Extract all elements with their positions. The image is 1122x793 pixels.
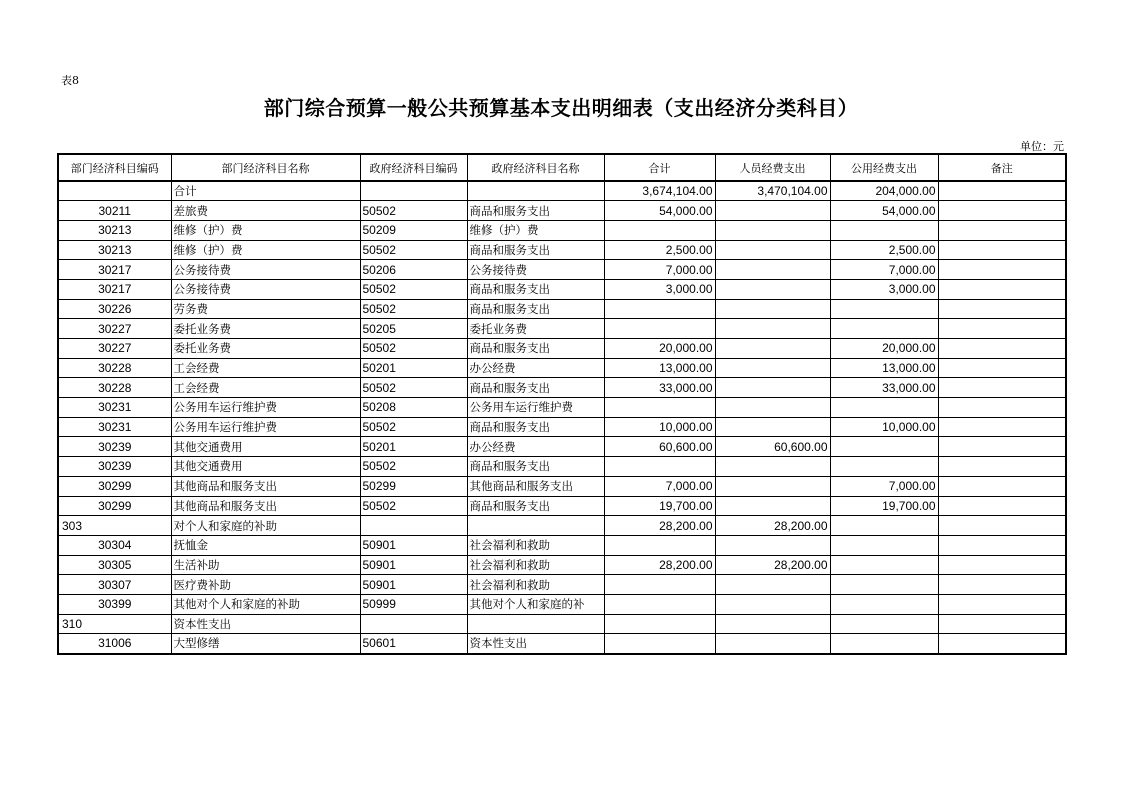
table-row (58, 496, 1066, 516)
note-cell (938, 378, 1066, 398)
col-header-gov-name: 政府经济科目名称 (467, 154, 604, 181)
dept-code-cell: 30217 (58, 260, 171, 280)
total-cell: 19,700.00 (604, 496, 715, 516)
gov-code-cell: 50206 (360, 260, 467, 280)
total-cell (604, 319, 715, 339)
gov-name-cell: 社会福利和救助 (467, 575, 604, 595)
total-cell (604, 398, 715, 418)
gov-name-cell: 商品和服务支出 (467, 201, 604, 221)
public-cell: 19,700.00 (830, 496, 938, 516)
personnel-cell (715, 319, 830, 339)
table-row (58, 417, 1066, 437)
total-cell: 2,500.00 (604, 240, 715, 260)
personnel-cell (715, 594, 830, 614)
public-cell (830, 319, 938, 339)
table-row (58, 634, 1066, 654)
gov-code-cell: 50502 (360, 417, 467, 437)
dept-code-cell: 30299 (58, 496, 171, 516)
total-cell: 7,000.00 (604, 476, 715, 496)
public-cell: 7,000.00 (830, 476, 938, 496)
gov-code-cell: 50502 (360, 299, 467, 319)
gov-name-cell: 办公经费 (467, 358, 604, 378)
table-row (58, 279, 1066, 299)
personnel-cell (715, 476, 830, 496)
note-cell (938, 240, 1066, 260)
note-cell (938, 634, 1066, 654)
public-cell (830, 516, 938, 536)
table-row (58, 476, 1066, 496)
dept-code-cell: 30231 (58, 398, 171, 418)
note-cell (938, 181, 1066, 201)
note-cell (938, 575, 1066, 595)
table-row (58, 299, 1066, 319)
dept-name-cell: 公务用车运行维护费 (171, 398, 360, 418)
gov-code-cell (360, 516, 467, 536)
gov-code-cell (360, 614, 467, 634)
gov-code-cell: 50502 (360, 457, 467, 477)
gov-code-cell: 50502 (360, 201, 467, 221)
dept-name-cell: 劳务费 (171, 299, 360, 319)
gov-code-cell: 50502 (360, 279, 467, 299)
table-row (58, 181, 1066, 201)
page-title: 部门综合预算一般公共预算基本支出明细表（支出经济分类科目） (263, 96, 859, 120)
gov-name-cell: 委托业务费 (467, 319, 604, 339)
dept-name-cell: 其他商品和服务支出 (171, 476, 360, 496)
gov-name-cell: 商品和服务支出 (467, 496, 604, 516)
public-cell (830, 555, 938, 575)
total-cell: 13,000.00 (604, 358, 715, 378)
total-cell: 28,200.00 (604, 555, 715, 575)
dept-code-cell: 30231 (58, 417, 171, 437)
dept-name-cell: 维修（护）费 (171, 240, 360, 260)
dept-code-cell: 30399 (58, 594, 171, 614)
gov-code-cell: 50901 (360, 575, 467, 595)
personnel-cell: 28,200.00 (715, 555, 830, 575)
gov-name-cell: 其他商品和服务支出 (467, 476, 604, 496)
gov-code-cell: 50299 (360, 476, 467, 496)
public-cell (830, 535, 938, 555)
personnel-cell (715, 575, 830, 595)
dept-code-cell: 30227 (58, 339, 171, 359)
total-cell (604, 220, 715, 240)
public-cell (830, 299, 938, 319)
note-cell (938, 476, 1066, 496)
col-header-personnel: 人员经费支出 (715, 154, 830, 181)
total-cell: 33,000.00 (604, 378, 715, 398)
note-cell (938, 398, 1066, 418)
dept-name-cell: 其他交通费用 (171, 457, 360, 477)
public-cell: 204,000.00 (830, 181, 938, 201)
dept-code-cell: 30304 (58, 535, 171, 555)
dept-code-cell: 30213 (58, 240, 171, 260)
total-cell: 3,674,104.00 (604, 181, 715, 201)
dept-code-cell: 30228 (58, 358, 171, 378)
gov-name-cell: 社会福利和救助 (467, 555, 604, 575)
dept-name-cell: 资本性支出 (171, 614, 360, 634)
gov-name-cell: 商品和服务支出 (467, 240, 604, 260)
total-cell: 54,000.00 (604, 201, 715, 221)
table-row (58, 358, 1066, 378)
public-cell (830, 614, 938, 634)
gov-name-cell: 其他对个人和家庭的补 (467, 594, 604, 614)
table-row (58, 516, 1066, 536)
personnel-cell (715, 398, 830, 418)
total-cell: 7,000.00 (604, 260, 715, 280)
dept-code-cell: 30307 (58, 575, 171, 595)
dept-name-cell: 工会经费 (171, 378, 360, 398)
gov-code-cell: 50502 (360, 240, 467, 260)
note-cell (938, 260, 1066, 280)
dept-name-cell: 合计 (171, 181, 360, 201)
note-cell (938, 358, 1066, 378)
gov-code-cell: 50502 (360, 496, 467, 516)
table-number-label: 表8 (61, 74, 79, 87)
public-cell: 3,000.00 (830, 279, 938, 299)
total-cell (604, 575, 715, 595)
note-cell (938, 437, 1066, 457)
total-cell (604, 535, 715, 555)
dept-name-cell: 其他商品和服务支出 (171, 496, 360, 516)
total-cell: 10,000.00 (604, 417, 715, 437)
table-row (58, 555, 1066, 575)
total-cell (604, 614, 715, 634)
personnel-cell (715, 634, 830, 654)
personnel-cell (715, 260, 830, 280)
note-cell (938, 201, 1066, 221)
header-row (58, 154, 1066, 181)
total-cell (604, 299, 715, 319)
gov-code-cell: 50201 (360, 358, 467, 378)
personnel-cell (715, 496, 830, 516)
dept-code-cell: 30217 (58, 279, 171, 299)
gov-code-cell: 50601 (360, 634, 467, 654)
table-row (58, 457, 1066, 477)
dept-code-cell: 30227 (58, 319, 171, 339)
note-cell (938, 299, 1066, 319)
table-row (58, 378, 1066, 398)
dept-name-cell: 其他交通费用 (171, 437, 360, 457)
public-cell (830, 398, 938, 418)
col-header-note: 备注 (938, 154, 1066, 181)
note-cell (938, 279, 1066, 299)
public-cell: 54,000.00 (830, 201, 938, 221)
public-cell (830, 594, 938, 614)
dept-name-cell: 委托业务费 (171, 339, 360, 359)
personnel-cell (715, 220, 830, 240)
table-row (58, 535, 1066, 555)
gov-name-cell: 办公经费 (467, 437, 604, 457)
table-row (58, 319, 1066, 339)
dept-code-cell: 310 (58, 614, 171, 634)
total-cell: 60,600.00 (604, 437, 715, 457)
col-header-gov-code: 政府经济科目编码 (360, 154, 467, 181)
total-cell (604, 634, 715, 654)
gov-code-cell: 50901 (360, 535, 467, 555)
col-header-public: 公用经费支出 (830, 154, 938, 181)
dept-name-cell: 工会经费 (171, 358, 360, 378)
table-row (58, 260, 1066, 280)
public-cell: 2,500.00 (830, 240, 938, 260)
col-header-dept-code: 部门经济科目编码 (58, 154, 171, 181)
personnel-cell (715, 299, 830, 319)
gov-name-cell: 商品和服务支出 (467, 299, 604, 319)
col-header-dept-name: 部门经济科目名称 (171, 154, 360, 181)
table-row (58, 575, 1066, 595)
note-cell (938, 319, 1066, 339)
total-cell (604, 594, 715, 614)
table-row (58, 240, 1066, 260)
dept-name-cell: 维修（护）费 (171, 220, 360, 240)
dept-name-cell: 医疗费补助 (171, 575, 360, 595)
public-cell (830, 437, 938, 457)
gov-name-cell: 维修（护）费 (467, 220, 604, 240)
personnel-cell (715, 240, 830, 260)
public-cell (830, 457, 938, 477)
note-cell (938, 516, 1066, 536)
dept-code-cell: 30239 (58, 437, 171, 457)
gov-code-cell: 50502 (360, 378, 467, 398)
table-row (58, 339, 1066, 359)
note-cell (938, 417, 1066, 437)
gov-name-cell: 商品和服务支出 (467, 457, 604, 477)
dept-code-cell: 30305 (58, 555, 171, 575)
expenditure-table (57, 153, 1067, 655)
public-cell (830, 575, 938, 595)
dept-name-cell: 抚恤金 (171, 535, 360, 555)
dept-name-cell: 其他对个人和家庭的补助 (171, 594, 360, 614)
personnel-cell (715, 417, 830, 437)
gov-code-cell: 50205 (360, 319, 467, 339)
total-cell (604, 457, 715, 477)
gov-code-cell: 50502 (360, 339, 467, 359)
public-cell (830, 220, 938, 240)
table-row (58, 437, 1066, 457)
public-cell (830, 634, 938, 654)
gov-name-cell (467, 614, 604, 634)
gov-code-cell (360, 181, 467, 201)
table-row (58, 398, 1066, 418)
gov-code-cell: 50999 (360, 594, 467, 614)
personnel-cell: 28,200.00 (715, 516, 830, 536)
personnel-cell: 60,600.00 (715, 437, 830, 457)
gov-name-cell: 公务用车运行维护费 (467, 398, 604, 418)
dept-code-cell: 30226 (58, 299, 171, 319)
dept-code-cell: 30211 (58, 201, 171, 221)
note-cell (938, 220, 1066, 240)
personnel-cell: 3,470,104.00 (715, 181, 830, 201)
dept-name-cell: 公务用车运行维护费 (171, 417, 360, 437)
gov-name-cell: 公务接待费 (467, 260, 604, 280)
gov-name-cell: 商品和服务支出 (467, 339, 604, 359)
personnel-cell (715, 378, 830, 398)
gov-name-cell (467, 516, 604, 536)
gov-code-cell: 50201 (360, 437, 467, 457)
personnel-cell (715, 457, 830, 477)
public-cell: 10,000.00 (830, 417, 938, 437)
dept-name-cell: 差旅费 (171, 201, 360, 221)
gov-code-cell: 50208 (360, 398, 467, 418)
dept-code-cell: 30228 (58, 378, 171, 398)
public-cell: 7,000.00 (830, 260, 938, 280)
gov-name-cell: 资本性支出 (467, 634, 604, 654)
dept-code-cell: 31006 (58, 634, 171, 654)
personnel-cell (715, 339, 830, 359)
col-header-total: 合计 (604, 154, 715, 181)
dept-name-cell: 委托业务费 (171, 319, 360, 339)
dept-name-cell: 公务接待费 (171, 279, 360, 299)
dept-name-cell: 生活补助 (171, 555, 360, 575)
gov-name-cell: 商品和服务支出 (467, 279, 604, 299)
personnel-cell (715, 535, 830, 555)
gov-name-cell (467, 181, 604, 201)
table-row (58, 201, 1066, 221)
total-cell: 28,200.00 (604, 516, 715, 536)
unit-label: 单位：元 (1020, 140, 1064, 153)
personnel-cell (715, 358, 830, 378)
note-cell (938, 496, 1066, 516)
dept-name-cell: 对个人和家庭的补助 (171, 516, 360, 536)
dept-name-cell: 公务接待费 (171, 260, 360, 280)
dept-code-cell: 303 (58, 516, 171, 536)
dept-code-cell (58, 181, 171, 201)
gov-name-cell: 社会福利和救助 (467, 535, 604, 555)
note-cell (938, 555, 1066, 575)
dept-name-cell: 大型修缮 (171, 634, 360, 654)
dept-code-cell: 30299 (58, 476, 171, 496)
table-row (58, 614, 1066, 634)
total-cell: 3,000.00 (604, 279, 715, 299)
gov-name-cell: 商品和服务支出 (467, 417, 604, 437)
note-cell (938, 535, 1066, 555)
personnel-cell (715, 279, 830, 299)
personnel-cell (715, 201, 830, 221)
note-cell (938, 594, 1066, 614)
gov-name-cell: 商品和服务支出 (467, 378, 604, 398)
public-cell: 33,000.00 (830, 378, 938, 398)
dept-code-cell: 30239 (58, 457, 171, 477)
table-row (58, 594, 1066, 614)
gov-code-cell: 50901 (360, 555, 467, 575)
gov-code-cell: 50209 (360, 220, 467, 240)
public-cell: 13,000.00 (830, 358, 938, 378)
note-cell (938, 339, 1066, 359)
public-cell: 20,000.00 (830, 339, 938, 359)
note-cell (938, 457, 1066, 477)
personnel-cell (715, 614, 830, 634)
total-cell: 20,000.00 (604, 339, 715, 359)
note-cell (938, 614, 1066, 634)
dept-code-cell: 30213 (58, 220, 171, 240)
table-row (58, 220, 1066, 240)
